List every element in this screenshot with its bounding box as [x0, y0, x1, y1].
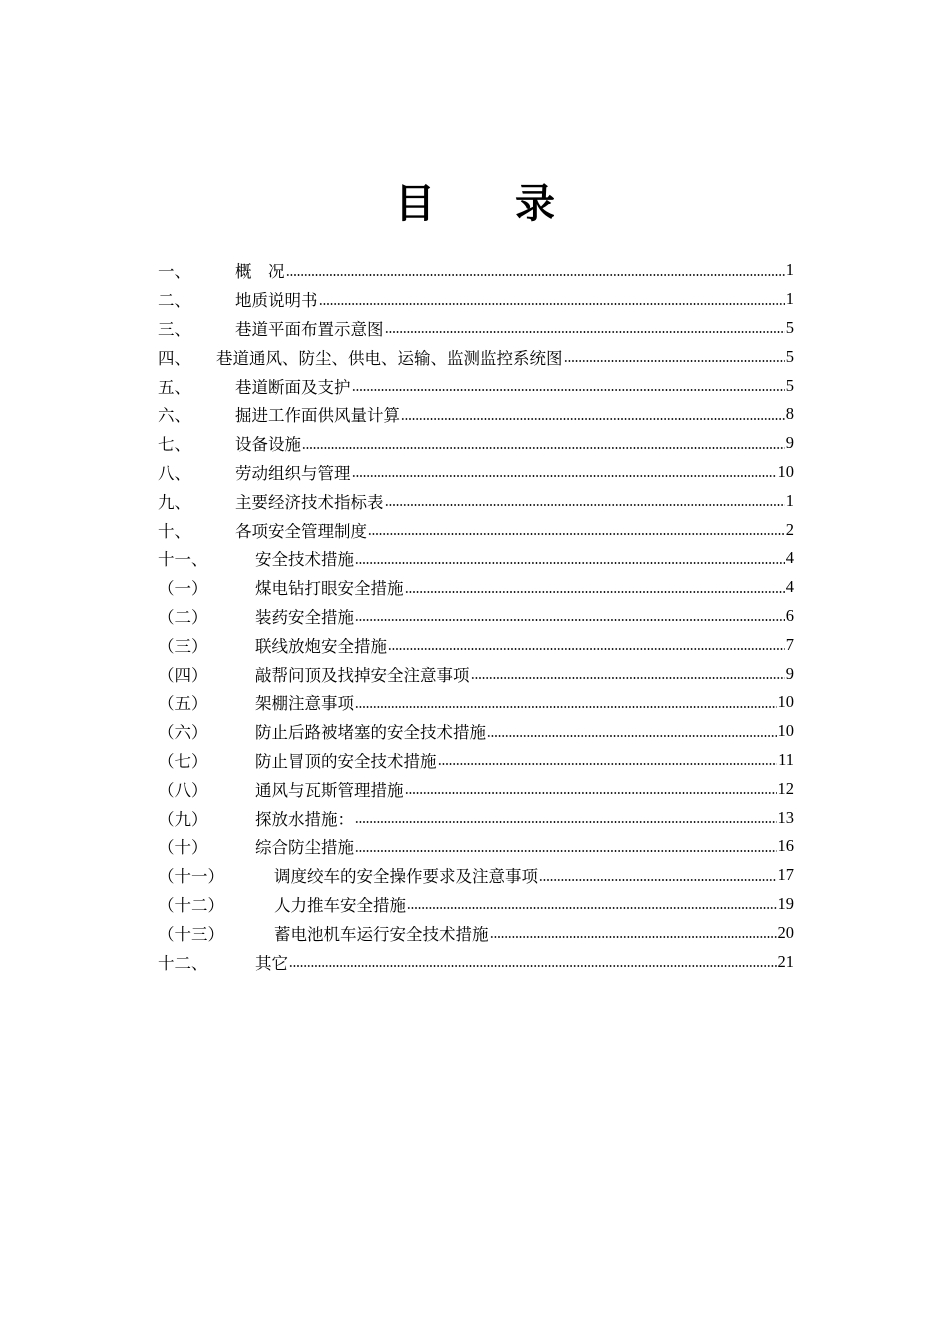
toc-entry[interactable] — [158, 832, 794, 861]
toc-dot-leader — [355, 561, 785, 565]
toc-entry-title: 防止冒顶的安全技术措施 — [255, 751, 437, 771]
toc-dot-leader — [388, 647, 785, 651]
toc-entry[interactable] — [158, 515, 794, 544]
toc-dot-leader — [355, 705, 777, 709]
toc-entry-number: （十一） — [158, 867, 224, 887]
toc-dot-leader — [355, 820, 777, 824]
toc-entry-title: 综合防尘措施 — [255, 838, 354, 858]
toc-entry-title: 敲帮问顶及找掉安全注意事项 — [255, 665, 470, 685]
toc-entry-number: 五、 — [158, 377, 191, 397]
toc-entry-title: 各项安全管理制度 — [235, 521, 367, 541]
toc-dot-leader — [289, 964, 777, 968]
toc-page-number: 16 — [777, 836, 794, 856]
toc-page-number: 10 — [777, 692, 794, 712]
toc-page-number: 11 — [778, 749, 794, 769]
toc-entry-title: 防止后路被堵塞的安全技术措施 — [255, 723, 486, 743]
toc-entry-number: （五） — [158, 694, 208, 714]
toc-dot-leader — [564, 359, 785, 363]
toc-entry-number: 十一、 — [158, 550, 208, 570]
page-title — [0, 172, 950, 232]
toc-entry[interactable] — [158, 285, 794, 314]
toc-entry-title: 概 况 — [235, 262, 285, 282]
toc-entry[interactable] — [158, 342, 794, 371]
toc-entry-number: （三） — [158, 636, 208, 656]
toc-entry-number: 八、 — [158, 463, 191, 483]
toc-entry-number: 九、 — [158, 492, 191, 512]
toc-entry-title: 巷道通风、防尘、供电、运输、监测监控系统图 — [216, 348, 563, 368]
toc-dot-leader — [490, 935, 777, 939]
toc-dot-leader — [385, 330, 785, 334]
toc-entry-number: 十、 — [158, 521, 191, 541]
toc-dot-leader — [539, 878, 777, 882]
toc-entry[interactable] — [158, 486, 794, 515]
toc-entry-number: 二、 — [158, 291, 191, 311]
toc-entry-number: （一） — [158, 579, 208, 599]
toc-entry-title: 探放水措施： — [255, 809, 354, 829]
toc-dot-leader — [319, 302, 785, 306]
toc-entry-number: （二） — [158, 607, 208, 627]
toc-entry-number: （十三） — [158, 924, 224, 944]
toc-page-number: 21 — [777, 951, 794, 971]
toc-entry-title: 人力推车安全措施 — [274, 895, 406, 915]
toc-entry-title: 煤电钻打眼安全措施 — [255, 579, 404, 599]
toc-page-number: 6 — [785, 605, 794, 625]
toc-page-number: 2 — [785, 519, 794, 539]
toc-entry-title: 架棚注意事项 — [255, 694, 354, 714]
toc-entry[interactable] — [158, 458, 794, 487]
toc-entry-title: 装药安全措施 — [255, 607, 354, 627]
toc-dot-leader — [355, 618, 785, 622]
toc-entry-number: （十二） — [158, 895, 224, 915]
toc-entry[interactable] — [158, 774, 794, 803]
toc-entry[interactable] — [158, 602, 794, 631]
toc-entry-number: （十） — [158, 838, 208, 858]
toc-entry[interactable] — [158, 947, 794, 976]
toc-entry-title: 掘进工作面供风量计算 — [235, 406, 400, 426]
toc-entry-title: 安全技术措施 — [255, 550, 354, 570]
toc-entry[interactable] — [158, 400, 794, 429]
toc-page-number: 1 — [785, 260, 794, 280]
toc-entry[interactable] — [158, 861, 794, 890]
toc-entry-number: （六） — [158, 723, 208, 743]
toc-entry-number: 十二、 — [158, 953, 208, 973]
toc-page-number: 20 — [777, 922, 794, 942]
toc-entry[interactable] — [158, 659, 794, 688]
toc-entry-number: （八） — [158, 780, 208, 800]
toc-page-number: 5 — [785, 317, 794, 337]
toc-dot-leader — [438, 762, 778, 766]
toc-page-number: 1 — [785, 289, 794, 309]
toc-page-number: 12 — [777, 778, 794, 798]
toc-entry[interactable] — [158, 918, 794, 947]
toc-entry-title: 主要经济技术指标表 — [235, 492, 384, 512]
toc-entry[interactable] — [158, 746, 794, 775]
toc-entry-number: 一、 — [158, 262, 191, 282]
toc-dot-leader — [352, 388, 785, 392]
toc-entry-title: 其它 — [255, 953, 288, 973]
toc-entry-number: 三、 — [158, 319, 191, 339]
toc-entry-title: 巷道断面及支护 — [235, 377, 351, 397]
toc-page-number: 10 — [777, 721, 794, 741]
toc-dot-leader — [407, 906, 777, 910]
toc-page-number: 10 — [777, 461, 794, 481]
toc-entry[interactable] — [158, 371, 794, 400]
toc-entry-title: 劳动组织与管理 — [235, 463, 351, 483]
toc-dot-leader — [487, 734, 777, 738]
toc-entry-number: （九） — [158, 809, 208, 829]
toc-entry-number: 四、 — [158, 348, 191, 368]
toc-page-number: 9 — [785, 433, 794, 453]
toc-page-number: 5 — [785, 346, 794, 366]
toc-entry[interactable] — [158, 717, 794, 746]
toc-page-number: 4 — [785, 548, 794, 568]
toc-dot-leader — [405, 791, 777, 795]
toc-entry-title: 设备设施 — [235, 435, 301, 455]
toc-page-number: 7 — [785, 634, 794, 654]
toc-page-number: 4 — [785, 577, 794, 597]
toc-entry[interactable] — [158, 803, 794, 832]
toc-dot-leader — [405, 590, 785, 594]
title-char-2: 录 — [515, 181, 555, 227]
toc-entry[interactable] — [158, 573, 794, 602]
toc-entry-number: 七、 — [158, 435, 191, 455]
toc-page-number: 5 — [785, 375, 794, 395]
toc-page-number: 9 — [785, 663, 794, 683]
toc-entry-title: 通风与瓦斯管理措施 — [255, 780, 404, 800]
toc-entry[interactable] — [158, 630, 794, 659]
toc-entry[interactable] — [158, 314, 794, 343]
toc-entry-title: 蓄电池机车运行安全技术措施 — [274, 924, 489, 944]
toc-entry[interactable] — [158, 688, 794, 717]
toc-dot-leader — [385, 503, 785, 507]
toc-entry-title: 调度绞车的安全操作要求及注意事项 — [274, 867, 538, 887]
toc-entry-title: 地质说明书 — [235, 291, 318, 311]
toc-entry[interactable] — [158, 544, 794, 573]
table-of-contents — [158, 256, 794, 976]
toc-entry[interactable] — [158, 890, 794, 919]
toc-entry[interactable] — [158, 429, 794, 458]
toc-dot-leader — [302, 446, 785, 450]
toc-dot-leader — [352, 474, 777, 478]
toc-entry[interactable] — [158, 256, 794, 285]
toc-page-number: 19 — [777, 893, 794, 913]
toc-page-number: 17 — [777, 865, 794, 885]
title-char-1: 目 — [395, 181, 435, 227]
toc-page-number: 13 — [777, 807, 794, 827]
toc-dot-leader — [355, 849, 777, 853]
toc-page-number: 8 — [785, 404, 794, 424]
toc-dot-leader — [471, 676, 785, 680]
toc-entry-title: 联线放炮安全措施 — [255, 636, 387, 656]
toc-entry-number: （七） — [158, 751, 208, 771]
toc-entry-number: 六、 — [158, 406, 191, 426]
toc-dot-leader — [401, 417, 785, 421]
toc-dot-leader — [368, 532, 785, 536]
toc-entry-number: （四） — [158, 665, 208, 685]
toc-dot-leader — [286, 273, 785, 277]
toc-entry-title: 巷道平面布置示意图 — [235, 319, 384, 339]
toc-page-number: 1 — [785, 490, 794, 510]
